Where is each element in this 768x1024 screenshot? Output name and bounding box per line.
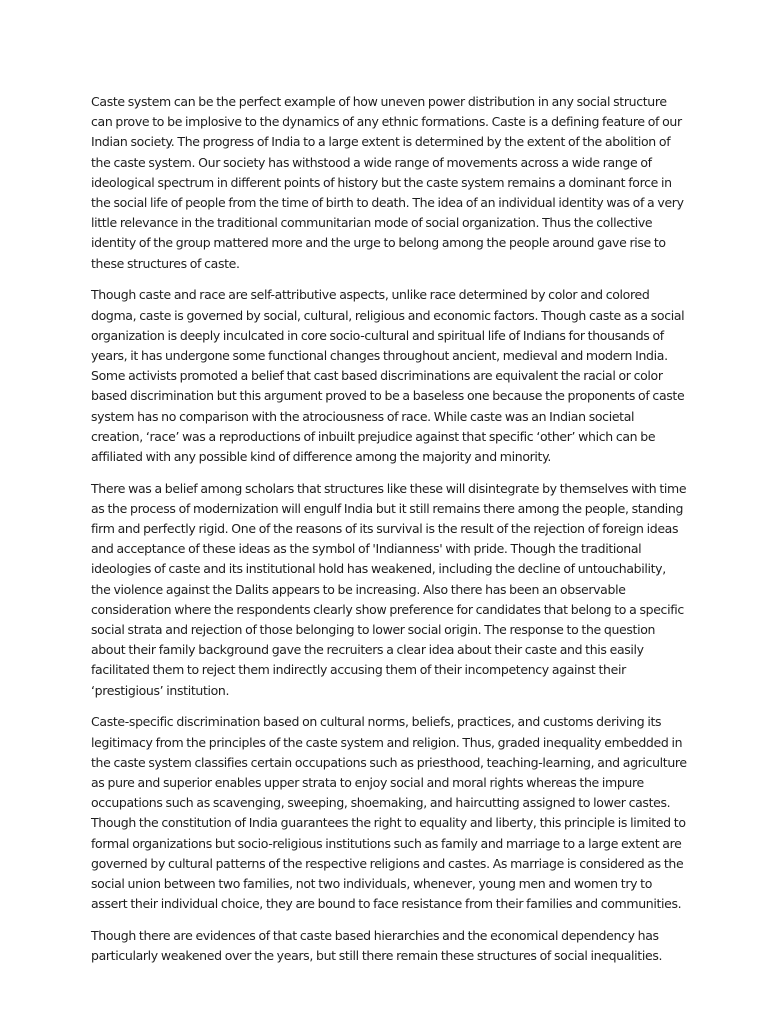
- paragraph-5: Though there are evidences of that caste based hierarchies and the economical dependency has particularly weakened over the years, but still there remain these structures of social inequalities.: [91, 927, 663, 964]
- paragraph-2: Though caste and race are self-attributive aspects, unlike race determined by color and colored dogma, caste is governed by social, cultural, religious and economic factors. Though caste as a social organization is deeply inculcated in core socio-cultural and spiritual life of Indians for thousands of years, it has undergone some functional changes throughout ancient, medieval and modern India. Some activists promoted a belief that cast based discriminations are equivalent the racial or color based discrimination but this argument proved to be a baseless one because the proponents of caste system has no comparison with the atrociousness of race. While caste was an Indian societal creation, ‘race’ was a reproductions of inbuilt prejudice against that specific ‘other’ which can be affiliated with any possible kind of difference among the majority and minority.: [91, 287, 685, 464]
- paragraph-3: There was a belief among scholars that structures like these will disintegrate by themselves with time as the process of modernization will engulf India but it still remains there among the people, standing firm and perfectly rigid. One of the reasons of its survival is the result of the rejection of foreign ideas and acceptance of these ideas as the symbol of 'Indianness' with pride. Though the traditional ideologies of caste and its institutional hold has weakened, including the decline of untouchability, the violence against the Dalits appears to be increasing. Also there has been an observable consideration where the respondents clearly show preference for candidates that belong to a specific social strata and rejection of those belonging to lower social origin. The response to the question about their family background gave the recruiters a clear idea about their caste and this easily facilitated them to reject them indirectly accusing them of their incompetency against their ‘prestigious’ institution.: [91, 480, 687, 698]
- paragraph-4: Caste-specific discrimination based on cultural norms, beliefs, practices, and customs deriving its legitimacy from the principles of the caste system and religion. Thus, graded inequality embedded in the caste system classifies certain occupations such as priesthood, teaching-learning, and agriculture as pure and superior enables upper strata to enjoy social and moral rights whereas the impure occupations such as scavenging, sweeping, shoemaking, and haircutting assigned to lower castes. Though the constitution of India guarantees the right to equality and liberty, this principle is limited to formal organizations but socio-religious institutions such as family and marriage to a large extent are governed by cultural patterns of the respective religions and castes. As marriage is considered as the social union between two families, not two individuals, whenever, young men and women try to assert their individual choice, they are bound to face resistance from their families and communities.: [91, 714, 687, 912]
- paragraph-1: Caste system can be the perfect example of how uneven power distribution in any social structure can prove to be implosive to the dynamics of any ethnic formations. Caste is a defining feature of our Indian society. The progress of India to a large extent is determined by the extent of the abolition of the caste system. Our society has withstood a wide range of movements across a wide range of ideological spectrum in different points of history but the caste system remains a dominant force in the social life of people from the time of birth to death. The idea of an individual identity was of a very little relevance in the traditional communitarian mode of social organization. Thus the collective identity of the group mattered more and the urge to belong among the people around gave rise to these structures of caste.: [91, 94, 684, 271]
